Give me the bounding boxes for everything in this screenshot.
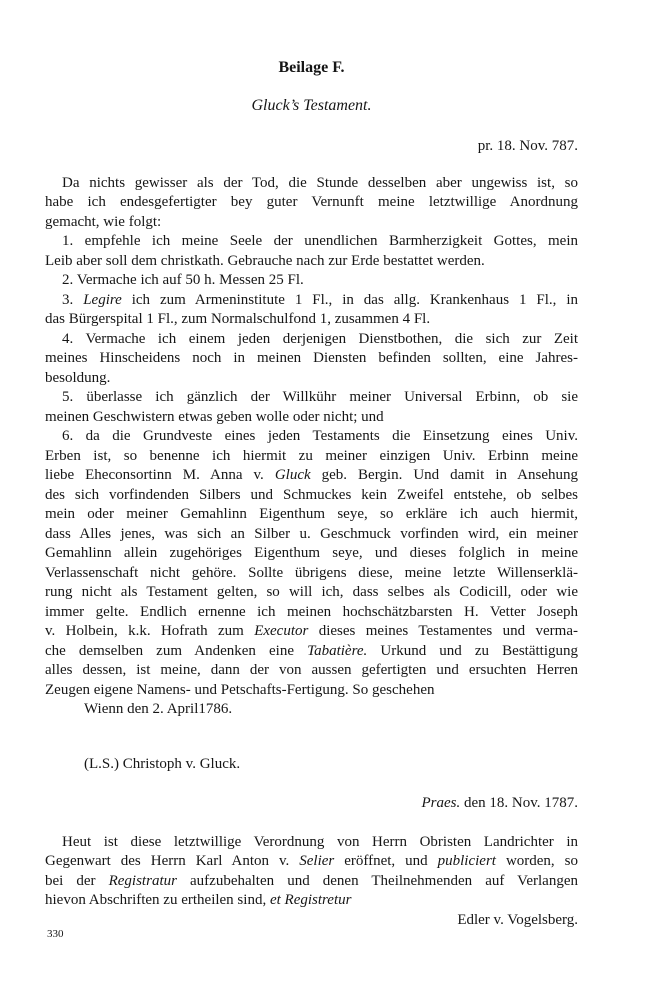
presentation-date: pr. 18. Nov. 787.: [477, 138, 578, 154]
italic-text-run: Gluck: [274, 467, 311, 483]
text-run: Gegenwart des Herrn Karl Anton v.: [45, 853, 300, 869]
text-line: [45, 891, 578, 911]
text-line: [45, 681, 578, 701]
italic-text-run: Tabatière.: [307, 642, 368, 659]
text-line: [45, 213, 578, 233]
text-run: das Bürgerspital 1 Fl., zum Normalschulfond 1, zusammen 4 Fl.: [45, 311, 431, 327]
text-run: alles dessen, ist meine, dann der von aussen gefertigten und ersuchten Herren: [45, 662, 578, 678]
text-line: [45, 232, 578, 252]
text-run: v. Holbein, k.k. Hofrath zum: [45, 623, 255, 639]
text-line: [45, 408, 578, 428]
text-run: 4. Vermache ich einem jeden derjenigen Dienstbothen, die sich zur Zeit: [62, 330, 578, 347]
document-title: Gluck’s Testament.: [251, 96, 372, 114]
testament-text: [45, 174, 578, 720]
text-run: Gemahlinn allein zugehöriges Eigenthum seye, und dieses folglich in meine: [45, 545, 578, 561]
text-line: [45, 466, 578, 486]
text-line: [45, 486, 578, 506]
text-run: meines Hinscheidens noch in meinen Diensten befinden sollten, eine Jahres-: [45, 350, 578, 366]
text-run: meinen Geschwistern etwas geben wolle oder nicht; und: [45, 408, 384, 425]
text-line: [45, 505, 578, 525]
text-run: dieses meines Testamentes und verma-: [308, 623, 578, 639]
italic-text-run: Selier: [299, 853, 335, 869]
text-run: Wienn den 2. April1786.: [84, 701, 233, 717]
text-line: [45, 700, 578, 720]
page-number: 330: [47, 928, 64, 940]
text-line: [45, 310, 578, 330]
text-run: 2. Vermache ich auf 50 h. Messen 25 Fl.: [62, 272, 304, 288]
text-run: Erben ist, so benenne ich hiermit zu meiner einzigen Univ. Erbinn meine: [45, 447, 578, 464]
text-line: [45, 330, 578, 350]
text-run: immer gelte. Endlich ernenne ich meinen hochschätzbarsten H. Vetter Joseph: [45, 603, 578, 620]
text-run: 6. da die Grundveste eines jeden Testaments die Einsetzung eines Univ.: [62, 428, 578, 444]
text-line: [45, 174, 578, 194]
text-run: den 18. Nov. 1787.: [460, 795, 578, 811]
text-run: liebe Eheconsortinn M. Anna v.: [45, 467, 275, 483]
text-line: [45, 427, 578, 447]
italic-text-run: Executor: [254, 623, 309, 639]
text-line: [45, 525, 578, 545]
text-run: besoldung.: [45, 369, 111, 386]
text-run: gemacht, wie folgt:: [45, 213, 162, 230]
text-line: [45, 603, 578, 623]
text-line: [45, 852, 578, 872]
text-run: hievon Abschriften zu ertheilen sind,: [45, 892, 270, 908]
appendix-heading: Beilage F.: [278, 59, 345, 76]
italic-text-run: Praes.: [421, 795, 461, 811]
text-run: Leib aber soll dem christkath. Gebrauche nach zur Erde bestattet werden.: [45, 252, 485, 269]
text-line: [45, 583, 578, 603]
text-run: 1. empfehle ich meine Seele der unendlichen Barmherzigkeit Gottes, mein: [62, 233, 578, 249]
text-run: habe ich endesgefertigter bey guter Vernunft meine letztwillige Anordnung: [45, 194, 578, 210]
publication-note: [45, 833, 578, 911]
text-run: mein oder meiner Gemahlinn Eigenthum seye, so erkläre ich auch hiermit,: [45, 506, 578, 522]
official-signature: Edler v. Vogelsberg.: [457, 911, 578, 928]
seal-signature-line: (L.S.) Christoph v. Gluck.: [84, 755, 241, 772]
text-run: Verlassenschaft nicht gehöre. Sollte übrigens diese, meine letzte Willenserklä-: [45, 564, 578, 581]
text-run: geb. Bergin. Und damit in Ansehung: [310, 467, 578, 483]
text-line: [45, 564, 578, 584]
text-run: Da nichts gewisser als der Tod, die Stunde desselben aber ungewiss ist, so: [62, 174, 578, 191]
text-run: Urkund und zu Bestättigung: [367, 642, 578, 659]
text-run: Zeugen eigene Namens- und Petschafts-Fertigung. So geschehen: [45, 681, 435, 698]
text-line: [45, 271, 578, 291]
text-line: [45, 622, 578, 642]
text-line: [45, 252, 578, 272]
text-line: [45, 447, 578, 467]
text-run: eröffnet, und: [334, 853, 438, 869]
praes-date-line: [45, 794, 578, 814]
text-line: [45, 872, 578, 892]
text-run: bei der: [45, 872, 109, 889]
text-run: worden, so: [495, 853, 578, 869]
text-run: des sich vorfindenden Silbers und Schmuckes kein Zweifel entstehe, ob selbes: [45, 486, 578, 503]
text-run: ich zum Armeninstitute 1 Fl., in das allg. Krankenhaus 1 Fl., in: [121, 291, 578, 308]
italic-text-run: Registratur: [108, 872, 177, 889]
text-run: che demselben zum Andenken eine: [45, 642, 308, 659]
text-run: 5. überlasse ich gänzlich der Willkühr meiner Universal Erbinn, ob sie: [62, 389, 578, 405]
text-line: [45, 642, 578, 662]
italic-text-run: publiciert: [437, 853, 496, 869]
text-run: Heut ist diese letztwillige Verordnung von Herrn Obristen Landrichter in: [62, 833, 578, 850]
text-line: [45, 369, 578, 389]
text-line: [45, 544, 578, 564]
text-run: rung nicht als Testament gelten, so will ich, dass selbes als Codicill, oder wie: [45, 584, 578, 600]
text-line: [45, 349, 578, 369]
text-line: [45, 291, 578, 311]
italic-text-run: et Registretur: [269, 892, 352, 908]
text-run: dass Alles jenes, was sich an Silber u. Geschmuck vorfinden wird, ein meiner: [45, 525, 578, 542]
text-line: [45, 833, 578, 853]
italic-text-run: Legire: [83, 291, 122, 308]
text-column: [45, 0, 578, 930]
text-run: aufzubehalten und denen Theilnehmenden auf Verlangen: [176, 872, 578, 889]
text-line: [45, 388, 578, 408]
text-line: [45, 661, 578, 681]
text-run: 3.: [62, 291, 84, 308]
text-line: [45, 193, 578, 213]
